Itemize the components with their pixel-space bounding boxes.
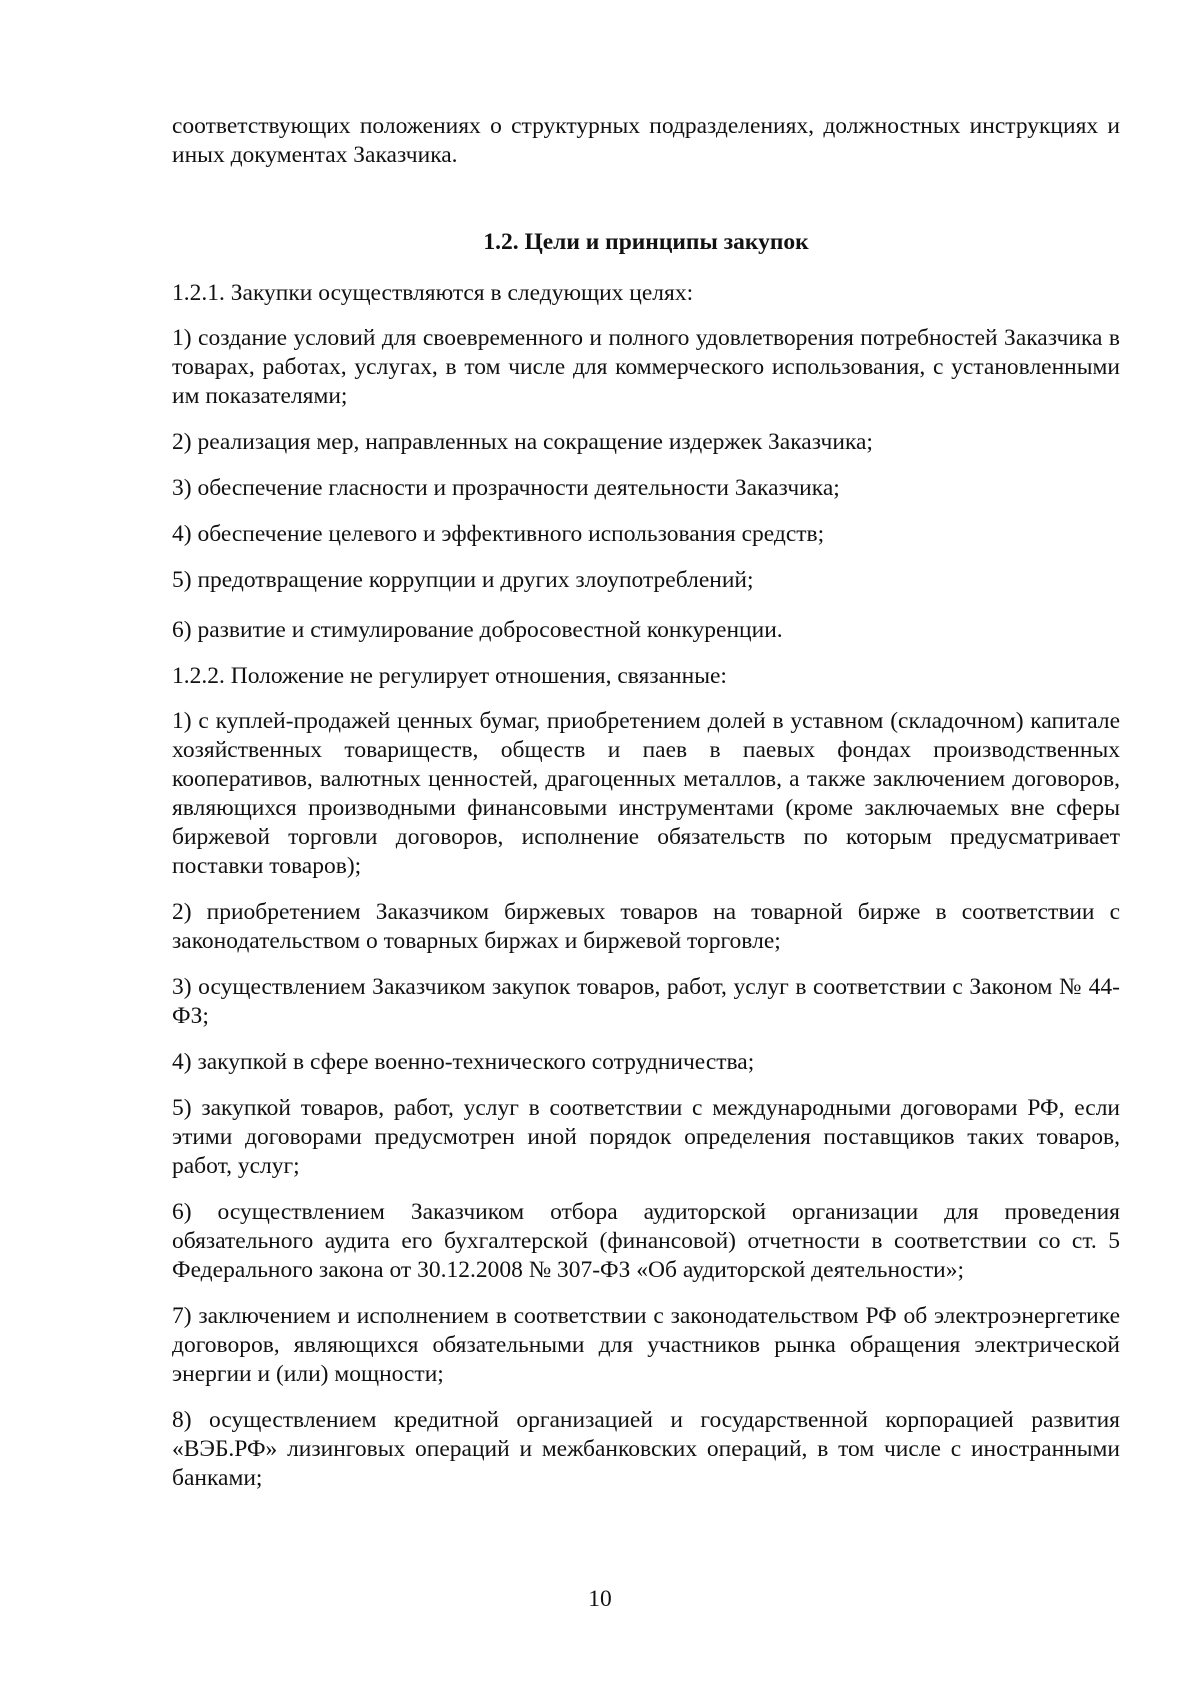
goal-item-2: 2) реализация мер, направленных на сокращение издержек Заказчика; [172, 429, 873, 455]
exclusion-item-7: 7) заключением и исполнением в соответствии с законодательством РФ об электроэнергетике договоров, являющихся обязательными для участников рынка обращения электрической энергии и (или) мощности; [172, 1303, 1120, 1387]
goal-item-3: 3) обеспечение гласности и прозрачности деятельности Заказчика; [172, 475, 840, 501]
exclusion-item-2: 2) приобретением Заказчиком биржевых товаров на товарной бирже в соответствии с законодательством о товарных биржах и биржевой торговле; [172, 899, 1120, 954]
page-number: 10 [588, 1586, 612, 1612]
goal-item-1: 1) создание условий для своевременного и полного удовлетворения потребностей Заказчика в товарах, работах, услугах, в том числе для коммерческого использования, с установленными им показателями; [172, 325, 1120, 409]
exclusion-item-8: 8) осуществлением кредитной организацией и государственной корпорацией развития «ВЭБ.РФ» лизинговых операций и межбанковских операций, в том числе с иностранными банками; [172, 1407, 1120, 1491]
section-heading: 1.2. Цели и принципы закупок [483, 229, 809, 255]
intro-paragraph: соответствующих положениях о структурных подразделениях, должностных инструкциях и иных документах Заказчика. [172, 113, 1120, 168]
exclusion-item-5: 5) закупкой товаров, работ, услуг в соответствии с международными договорами РФ, если этими договорами предусмотрен иной порядок определения поставщиков таких товаров, работ, услуг; [172, 1095, 1120, 1179]
goal-item-5: 5) предотвращение коррупции и других злоупотреблений; [172, 567, 754, 593]
clause-1-2-1: 1.2.1. Закупки осуществляются в следующих целях: [172, 280, 694, 306]
goal-item-4: 4) обеспечение целевого и эффективного использования средств; [172, 521, 825, 547]
clause-1-2-2: 1.2.2. Положение не регулирует отношения, связанные: [172, 663, 727, 689]
exclusion-item-6: 6) осуществлением Заказчиком отбора аудиторской организации для проведения обязательного аудита его бухгалтерской (финансовой) отчетности в соответствии со ст. 5 Федерального закона от 30.12.2008 № 307-ФЗ «Об аудиторской деятельности»; [172, 1199, 1120, 1283]
exclusion-item-1: 1) с куплей-продажей ценных бумаг, приобретением долей в уставном (складочном) капитале хозяйственных товариществ, обществ и паев в паевых фондах производственных кооперативов, валютных ценностей, драгоценных металлов, а также заключением договоров, являющихся производными финансовыми инструментами (кроме заключаемых вне сферы биржевой торговли договоров, исполнение обязательств по которым предусматривает поставки товаров); [172, 708, 1120, 879]
document-body [172, 112, 1120, 1493]
exclusion-item-4: 4) закупкой в сфере военно-технического сотрудничества; [172, 1049, 755, 1075]
goal-item-6: 6) развитие и стимулирование добросовестной конкуренции. [172, 617, 783, 643]
exclusion-item-3: 3) осуществлением Заказчиком закупок товаров, работ, услуг в соответствии с Законом № 44-ФЗ; [172, 974, 1120, 1029]
